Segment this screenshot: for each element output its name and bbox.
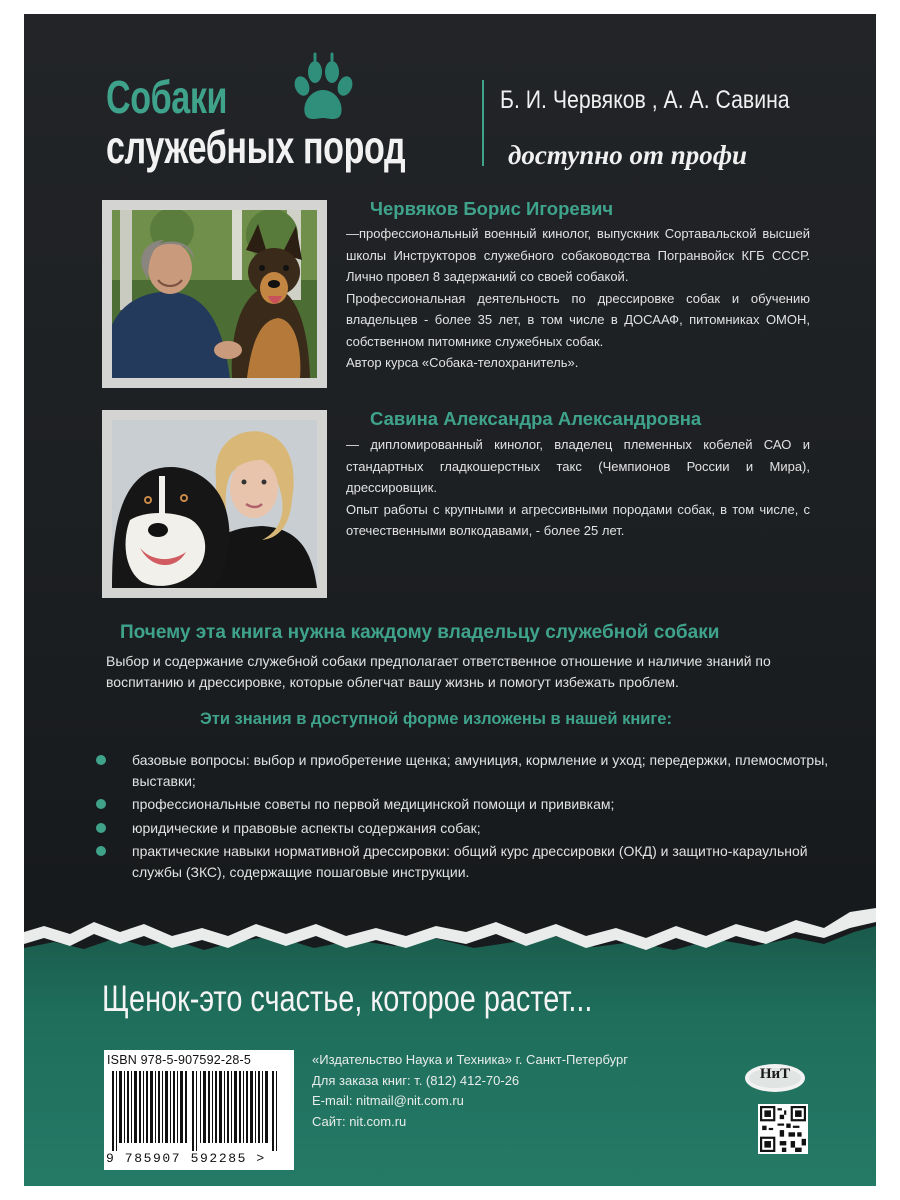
- list-item: [96, 841, 836, 882]
- title-divider: [482, 80, 484, 166]
- author-name-1: Червяков Борис Игоревич: [370, 198, 614, 219]
- publisher-name: «Издательство Наука и Техника» г. Санкт-Петербург: [312, 1052, 628, 1067]
- list-item-text: юридические и правовые аспекты содержания собак;: [132, 819, 481, 836]
- bullet-dot-icon: [96, 799, 106, 809]
- bio-paragraph: — дипломированный кинолог, владелец племенных кобелей САО и стандартных гладкошерстных такс (Чемпионов России и Мира), дрессировщик.: [346, 437, 810, 495]
- bullet-dot-icon: [96, 846, 106, 856]
- paw-icon: [288, 52, 358, 126]
- list-item-text: практические навыки нормативной дрессировки: общий курс дрессировки (ОКД) и защитно-караульной службы (ЗКС), содержащие пошаговые инструкции.: [132, 843, 808, 880]
- isbn-barcode-box: [104, 1050, 294, 1170]
- author-bio-2: [346, 434, 810, 542]
- why-paragraph: Выбор и содержание служебной собаки предполагает ответственное отношение и наличие знаний по воспитанию и дрессировке, которые облегчат вашу жизнь и помогут избежать проблем.: [106, 653, 771, 690]
- publisher-info: [312, 1050, 628, 1132]
- barcode-icon: [108, 1071, 290, 1151]
- bio-paragraph: —профессиональный военный кинолог, выпускник Сортавальской высшей школы Инструкторов служебного собаководства Погранвойск КГБ СССР. Лично провел 8 задержаний со своей собакой.: [346, 226, 810, 284]
- bio-paragraph: Опыт работы с крупными и агрессивными породами собак, в том числе, с отечественными волкодавами, - более 25 лет.: [346, 501, 810, 538]
- why-heading: Почему эта книга нужна каждому владельцу служебной собаки: [120, 622, 720, 643]
- knowledge-heading: Эти знания в доступной форме изложены в нашей книге:: [200, 710, 672, 728]
- publisher-logo-icon: [742, 1056, 808, 1096]
- publisher-phone: Для заказа книг: т. (812) 412-70-26: [312, 1072, 520, 1088]
- author-bio-1: [346, 223, 810, 374]
- bullet-dot-icon: [96, 823, 106, 833]
- list-item-text: профессиональные советы по первой медицинской помощи и прививкам;: [132, 796, 615, 812]
- qr-code-icon: [758, 1104, 808, 1154]
- publisher-email: E-mail: nitmail@nit.com.ru: [312, 1093, 464, 1108]
- publisher-site: Сайт: nit.com.ru: [312, 1113, 407, 1129]
- tagline: доступно от профи: [508, 140, 748, 170]
- author-photo-2: [102, 410, 327, 598]
- list-item: [96, 794, 836, 815]
- book-title-line1: Собаки: [106, 71, 228, 123]
- book-back-cover: [24, 14, 876, 1186]
- author-photo-1: [102, 200, 327, 388]
- book-title-line2: служебных пород: [106, 121, 406, 173]
- authors-line: Б. И. Червяков , А. А. Савина: [500, 86, 790, 114]
- woman-with-dog-image: [112, 420, 317, 588]
- knowledge-list: [96, 750, 836, 885]
- list-item-text: базовые вопросы: выбор и приобретение щенка; амуниция, кормление и уход; передержки, племосмотры, выставки;: [132, 752, 829, 789]
- bio-paragraph: Профессиональная деятельность по дрессировке собак и обучению владельцев - более 35 лет, в том числе в ДОСААФ, питомниках ОМОН, собственном питомнике служебных собак.: [346, 290, 810, 349]
- publisher-logo-text: НиТ: [759, 1066, 791, 1082]
- slogan: Щенок-это счастье, которое растет...: [102, 978, 593, 1019]
- man-with-shepherd-image: [112, 210, 317, 378]
- bullet-dot-icon: [96, 755, 106, 765]
- isbn-number: ISBN 978-5-907592-28-5: [107, 1053, 252, 1067]
- list-item: [96, 818, 836, 839]
- list-item: [96, 750, 836, 791]
- author-name-2: Савина Александра Александровна: [370, 408, 702, 429]
- bio-paragraph: Автор курса «Собака-телохранитель».: [346, 355, 579, 370]
- barcode-digits: 9 785907 592285 >: [106, 1151, 266, 1166]
